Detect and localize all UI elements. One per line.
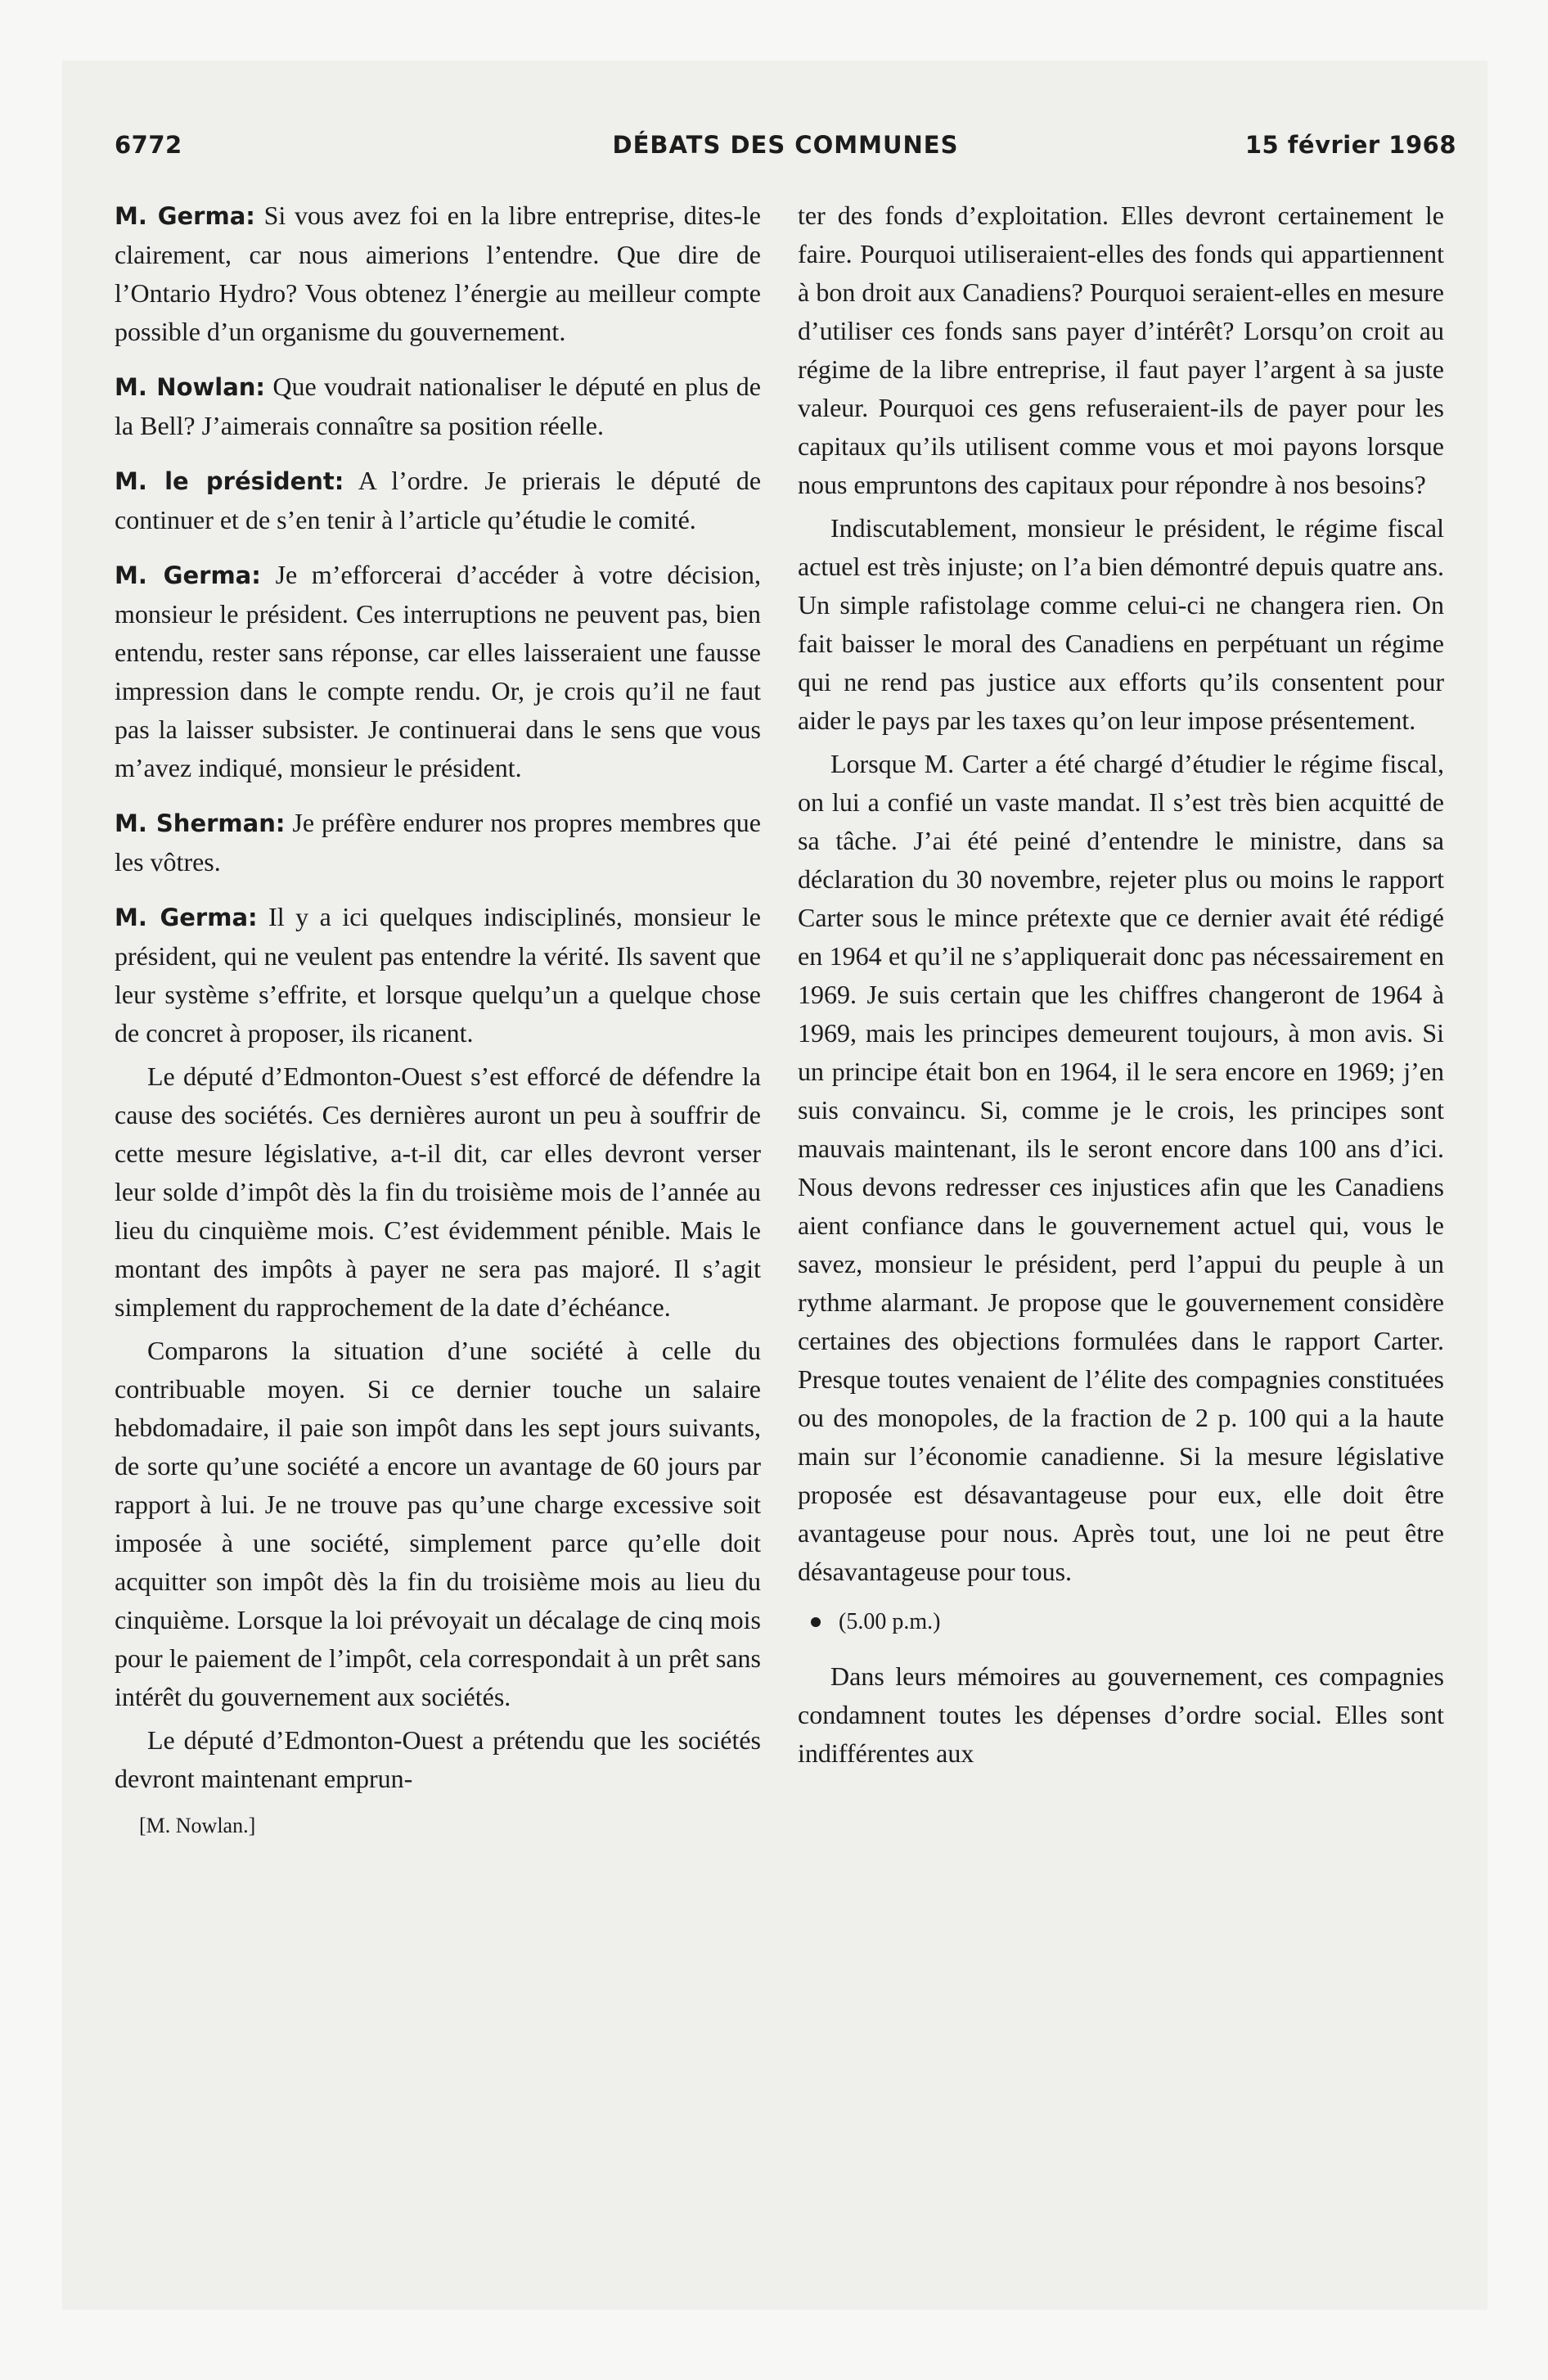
- speaker-name: M. Germa:: [115, 561, 261, 589]
- speaker-name: M. le président:: [115, 467, 344, 495]
- paragraph: [115, 898, 761, 1053]
- paragraph: Le député d’Edmonton-Ouest a prétendu que les sociétés devront maintenant emprun-: [115, 1725, 761, 1793]
- paragraph: [115, 462, 761, 539]
- left-column: [115, 196, 761, 1845]
- right-column: [798, 196, 1444, 1778]
- bullet-icon: [811, 1617, 821, 1627]
- paragraph: Comparons la situation d’une société à celle du contribuable moyen. Si ce dernier touche un salaire hebdomadaire, il paie son impôt dans les sept jours suivants, de sorte qu’une société a encore un avantage de 60 jours par rapport à lui. Je ne trouve pas qu’une charge excessive soit imposée à une société, simplement parce qu’elle doit acquitter son impôt dès la fin du troisième mois au lieu du cinquième. Lorsque la loi prévoyait un décalage de cinq mois pour le paiement de l’impôt, cela correspondait à un prêt sans intérêt du gouvernement aux sociétés.: [115, 1336, 761, 1711]
- speaker-name: M. Germa:: [115, 904, 258, 931]
- speech-text: Si vous avez foi en la libre entreprise, dites-le clairement, car nous aimerions l’entendre. Que dire de l’Ontario Hydro? Vous obtenez l’énergie au meilleur compte possible d’un organisme du gouvernement.: [115, 201, 761, 346]
- paragraph: Dans leurs mémoires au gouvernement, ces compagnies condamnent toutes les dépenses d’ordre social. Elles sont indifférentes aux: [798, 1661, 1444, 1768]
- speaker-name: M. Germa:: [115, 202, 255, 230]
- page-number: 6772: [115, 131, 182, 159]
- speech-text: Que voudrait nationaliser le député en plus de la Bell? J’aimerais connaître sa position réelle.: [115, 372, 762, 440]
- page-header: [115, 131, 1456, 172]
- paragraph: Lorsque M. Carter a été chargé d’étudier le régime fiscal, on lui a confié un vaste mandat. Il s’est très bien acquitté de sa tâche. J’ai été peiné d’entendre le ministre, dans sa déclaration du 30 novembre, rejeter plus ou moins le rapport Carter sous le mince prétexte que ce dernier avait été rédigé en 1964 et qu’il ne s’appliquerait donc pas nécessairement en 1969. Je suis certain que les chiffres changeront de 1964 à 1969, mais les principes demeurent toujours, à mon avis. Si un principe était bon en 1964, il le sera encore en 1969; j’en suis convaincu. Si, comme je le crois, les principes sont mauvais maintenant, ils le seront encore dans 100 ans d’ici. Nous devons redresser ces injustices afin que les Canadiens aient confiance dans le gouvernement actuel qui, vous le savez, monsieur le président, perd l’appui du peuple à un rythme alarmant. Je propose que le gouvernement considère certaines des objections formulées dans le rapport Carter. Presque toutes venaient de l’élite des compagnies constituées ou des monopoles, de la fraction de 2 p. 100 qui a la haute main sur l’économie canadienne. Si la mesure législative proposée est désavantageuse pour eux, elle doit être avantageuse pour nous. Après tout, une loi ne peut être désavantageuse pour tous.: [798, 749, 1444, 1586]
- speaker-name: M. Nowlan:: [115, 373, 266, 401]
- page-date: 15 février 1968: [1244, 131, 1456, 159]
- speaker-name: M. Sherman:: [115, 809, 286, 837]
- timestamp-text: (5.00 p.m.): [839, 1609, 941, 1634]
- paragraph: [115, 556, 761, 787]
- paragraph: [115, 367, 761, 445]
- paragraph: ter des fonds d’exploitation. Elles devront certainement le faire. Pourquoi utiliseraient-elles des fonds qui appartiennent à bon droit aux Canadiens? Pourquoi seraient-elles en mesure d’utiliser ces fonds sans payer d’intérêt? Lorsqu’on croit au régime de la libre entreprise, il faut payer l’argent à sa juste valeur. Pourquoi ces gens refuseraient-ils de payer pour les capitaux qu’ils utilisent comme vous et moi payons lorsque nous empruntons des capitaux pour répondre à nos besoins?: [798, 201, 1444, 499]
- paragraph: [115, 196, 761, 351]
- paragraph: Le député d’Edmonton-Ouest s’est efforcé de défendre la cause des sociétés. Ces dernières auront un peu à souffrir de cette mesure législative, a-t-il dit, car elles devront verser leur solde d’impôt dès la fin du troisième mois de l’année au lieu du cinquième mois. C’est évidemment pénible. Mais le montant des impôts à payer ne sera pas majoré. Il s’agit simplement du rapprochement de la date d’échéance.: [115, 1062, 761, 1322]
- footnote: [M. Nowlan.]: [139, 1814, 256, 1837]
- speech-text: A l’ordre. Je prierais le député de continuer et de s’en tenir à l’article qu’étudie le comité.: [115, 466, 762, 534]
- speech-text: Je m’efforcerai d’accéder à votre décision, monsieur le président. Ces interruptions ne peuvent pas, bien entendu, rester sans réponse, car elles laisseraient une fausse impression dans le compte rendu. Or, je crois qu’il ne faut pas la laisser subsister. Je continuerai dans le sens que vous m’avez indiqué, monsieur le président.: [115, 560, 761, 782]
- paragraph: Indiscutablement, monsieur le président, le régime fiscal actuel est très injuste; on l’a bien démontré depuis quatre ans. Un simple rafistolage comme celui-ci ne changera rien. On fait baisser le moral des Canadiens en perpétuant un régime qui ne rend pas justice aux efforts qu’ils consentent pour aider le pays par les taxes qu’on leur impose présentement.: [798, 513, 1444, 735]
- speech-text: Il y a ici quelques indisciplinés, monsieur le président, qui ne veulent pas entendre la vérité. Ils savent que leur système s’effrite, et lorsque quelqu’un a quelque chose de concret à proposer, ils ricanent.: [115, 902, 762, 1048]
- page-title: DÉBATS DES COMMUNES: [612, 131, 959, 159]
- timestamp: [798, 1602, 1444, 1641]
- speech-text: Je préfère endurer nos propres membres que les vôtres.: [115, 808, 762, 877]
- paragraph: [115, 804, 761, 881]
